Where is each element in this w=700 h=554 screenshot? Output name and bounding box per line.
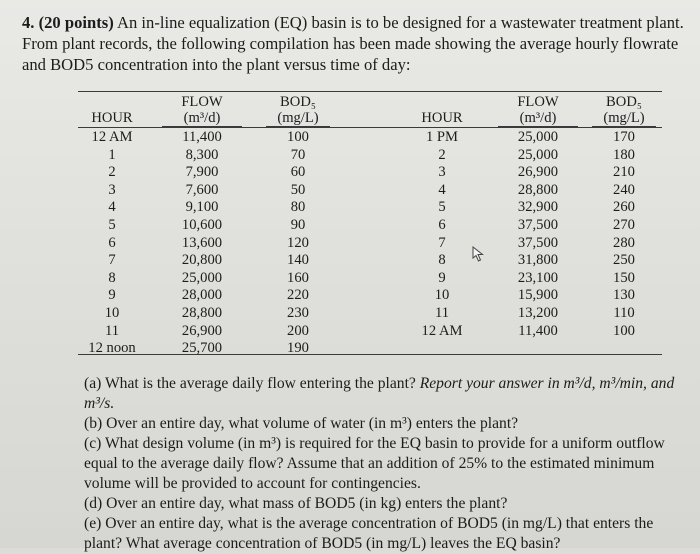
left-flow-cell: 25,000 bbox=[181, 269, 223, 286]
left-bod-cell: 230 bbox=[287, 305, 309, 321]
right-bod-cell: 250 bbox=[613, 252, 635, 269]
left-bod-cell: 200 bbox=[287, 322, 309, 339]
header-bod-unit: (mg/L) bbox=[592, 110, 656, 127]
left-flow-cell: 13,600 bbox=[181, 234, 223, 251]
header-hour-right: HOUR bbox=[421, 110, 463, 126]
flow-bod-table bbox=[78, 90, 662, 355]
question-label: (b) bbox=[84, 415, 107, 432]
question-item bbox=[84, 414, 694, 434]
right-flow-cell: 15,900 bbox=[517, 287, 559, 304]
right-bod-cell: 170 bbox=[613, 129, 635, 145]
right-hour-cell: 5 bbox=[438, 199, 446, 216]
header-flow-left bbox=[162, 94, 242, 127]
left-bod-cell: 220 bbox=[287, 287, 309, 304]
left-flow-cell: 7,600 bbox=[185, 181, 219, 198]
left-flow-cell: 26,900 bbox=[181, 322, 223, 339]
right-hour-cell: 4 bbox=[438, 181, 446, 198]
right-hour-cell: 1 PM bbox=[425, 129, 459, 145]
left-bod-cell: 140 bbox=[287, 252, 309, 269]
left-flow-cell: 25,700 bbox=[181, 340, 223, 357]
left-flow-cell: 8,300 bbox=[185, 146, 219, 163]
right-hour-cell: 6 bbox=[438, 217, 446, 233]
header-flow-label: FLOW bbox=[517, 94, 559, 110]
right-hour-cell: 11 bbox=[434, 305, 450, 321]
question-label: (a) bbox=[84, 375, 105, 392]
question-text: Over an entire day, what is the average concentration of BOD5 (in mg/L) that enters the plant? What average concentration of BOD5 (in mg/L) leaves the EQ basin? bbox=[84, 515, 654, 552]
right-hour-cell: 12 AM bbox=[421, 322, 463, 339]
header-hour-left: HOUR bbox=[91, 110, 133, 126]
right-flow-cell: 23,100 bbox=[517, 269, 559, 286]
right-bod-cell: 270 bbox=[613, 217, 635, 233]
right-bod-cell: 110 bbox=[613, 305, 635, 321]
left-flow-cell: 20,800 bbox=[181, 252, 223, 269]
right-bod-cell: 150 bbox=[613, 269, 635, 286]
question-note: Report your answer in m³/d, m³/min, and m³/s. bbox=[84, 375, 675, 412]
right-hour-cell: 3 bbox=[438, 164, 446, 181]
left-hour-cell: 1 bbox=[108, 146, 116, 163]
problem-number: 4. bbox=[22, 13, 35, 32]
question-item bbox=[84, 514, 694, 554]
question-text: Over an entire day, what volume of water (in m³) enters the plant? bbox=[106, 415, 519, 432]
left-flow-cell: 11,400 bbox=[182, 129, 222, 145]
header-bod-unit: (mg/L) bbox=[266, 110, 330, 127]
header-bod-label: BOD₅ bbox=[606, 94, 642, 110]
question-item bbox=[84, 434, 694, 494]
left-flow-cell: 7,900 bbox=[185, 164, 219, 181]
problem-text: An in-line equalization (EQ) basin is to be designed for a wastewater treatment plant. From plant records, the following compilation has been made showing the average hourly flowrate and BOD5 concentration into the plant versus time of day: bbox=[22, 13, 684, 74]
question-item bbox=[84, 374, 694, 414]
problem-statement bbox=[22, 12, 690, 75]
question-label: (c) bbox=[84, 435, 105, 452]
question-label: (d) bbox=[84, 495, 107, 512]
left-hour-cell: 3 bbox=[108, 181, 116, 198]
right-bod-cell: 100 bbox=[613, 322, 635, 339]
table-top-rule bbox=[78, 91, 662, 92]
right-hour-cell: 2 bbox=[438, 146, 446, 163]
left-hour-cell: 11 bbox=[104, 322, 120, 339]
right-hour-cell: 7 bbox=[438, 234, 446, 251]
question-label: (e) bbox=[84, 515, 106, 532]
left-bod-cell: 60 bbox=[290, 164, 306, 181]
left-hour-cell: 9 bbox=[108, 287, 116, 304]
left-bod-cell: 160 bbox=[287, 269, 309, 286]
header-bod-right bbox=[592, 94, 656, 127]
left-flow-cell: 10,600 bbox=[181, 217, 223, 233]
right-flow-cell: 25,000 bbox=[517, 146, 559, 163]
left-hour-cell: 8 bbox=[108, 269, 116, 286]
right-flow-cell: 37,500 bbox=[517, 234, 559, 251]
left-bod-cell: 70 bbox=[290, 146, 306, 163]
header-flow-right bbox=[498, 94, 578, 127]
left-flow-cell: 28,800 bbox=[181, 305, 223, 321]
right-bod-cell: 240 bbox=[613, 181, 635, 198]
left-hour-cell: 12 AM bbox=[91, 129, 133, 145]
left-hour-cell: 12 noon bbox=[88, 340, 136, 357]
right-flow-cell: 31,800 bbox=[517, 252, 559, 269]
left-bod-cell: 50 bbox=[290, 181, 306, 198]
left-hour-cell: 4 bbox=[108, 199, 116, 216]
right-flow-cell: 37,500 bbox=[517, 217, 559, 233]
right-bod-cell: 280 bbox=[613, 234, 635, 251]
right-flow-cell: 32,900 bbox=[517, 199, 559, 216]
question-text: Over an entire day, what mass of BOD5 (in kg) enters the plant? bbox=[106, 495, 508, 512]
problem-points: (20 points) bbox=[38, 13, 114, 32]
right-flow-cell: 26,900 bbox=[517, 164, 559, 181]
right-bod-cell: 180 bbox=[613, 146, 635, 163]
right-bod-cell: 130 bbox=[613, 287, 635, 304]
left-bod-cell: 100 bbox=[287, 129, 309, 145]
header-bod-left bbox=[266, 94, 330, 127]
left-hour-cell: 6 bbox=[108, 234, 116, 251]
right-hour-cell: 10 bbox=[434, 287, 450, 304]
question-text: What design volume (in m³) is required for the EQ basin to provide for a uniform outflow equal to the average daily flow? Assume that an addition of 25% to the estimated minimum volume will be provided to account for contingencies. bbox=[84, 435, 665, 492]
header-flow-unit: (m³/d) bbox=[498, 110, 578, 127]
question-list bbox=[84, 374, 694, 554]
left-flow-cell: 9,100 bbox=[185, 199, 219, 216]
question-text: What is the average daily flow entering the plant? bbox=[104, 375, 420, 392]
header-bod-label: BOD₅ bbox=[280, 94, 316, 110]
right-hour-cell: 8 bbox=[438, 252, 446, 269]
left-hour-cell: 7 bbox=[108, 252, 116, 269]
left-bod-cell: 120 bbox=[287, 234, 309, 251]
mouse-pointer-icon bbox=[472, 246, 486, 262]
right-bod-cell: 210 bbox=[613, 164, 635, 181]
right-flow-cell: 25,000 bbox=[517, 129, 559, 145]
question-item bbox=[84, 494, 694, 514]
header-flow-label: FLOW bbox=[181, 94, 223, 110]
right-hour-cell: 9 bbox=[438, 269, 446, 286]
right-bod-cell: 260 bbox=[613, 199, 635, 216]
left-flow-cell: 28,000 bbox=[181, 287, 223, 304]
right-flow-cell: 13,200 bbox=[517, 305, 559, 321]
right-flow-cell: 11,400 bbox=[518, 322, 558, 339]
left-bod-cell: 80 bbox=[290, 199, 306, 216]
table-header-rule bbox=[78, 127, 662, 128]
header-flow-unit: (m³/d) bbox=[162, 110, 242, 127]
right-flow-cell: 28,800 bbox=[517, 181, 559, 198]
left-hour-cell: 10 bbox=[104, 305, 120, 321]
left-bod-cell: 90 bbox=[290, 217, 306, 233]
left-hour-cell: 5 bbox=[108, 217, 116, 233]
left-hour-cell: 2 bbox=[108, 164, 116, 181]
left-bod-cell: 190 bbox=[287, 340, 309, 357]
